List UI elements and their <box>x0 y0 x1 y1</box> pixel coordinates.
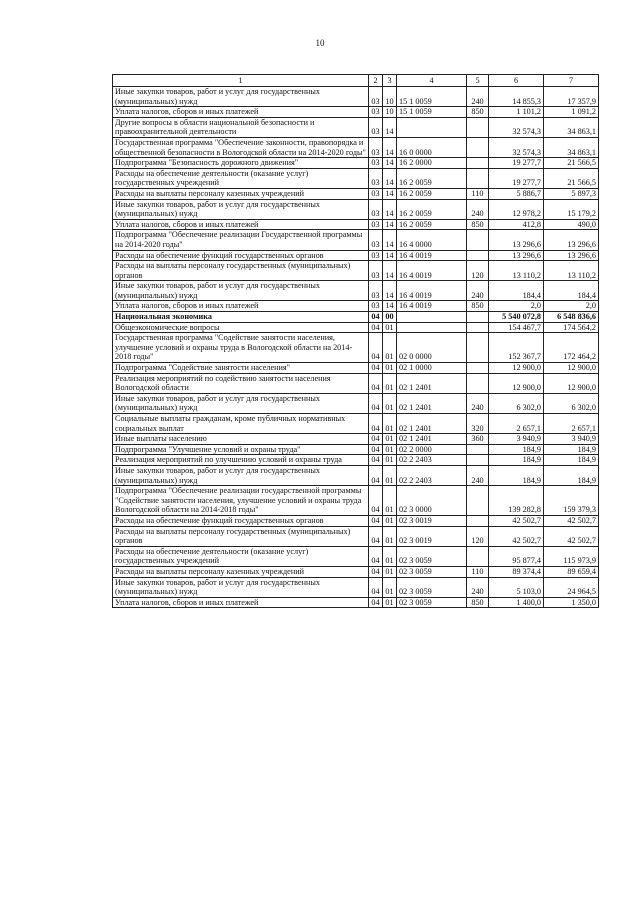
table-row <box>113 333 599 363</box>
row-amount-2-cell: 1 350,0 <box>544 597 599 608</box>
row-section-cell: 03 <box>369 168 383 188</box>
row-section-cell: 03 <box>369 199 383 219</box>
row-amount-1-cell: 6 302,0 <box>489 393 544 413</box>
row-amount-1-cell: 3 940,9 <box>489 434 544 445</box>
table-row <box>113 515 599 526</box>
row-expense-type-cell <box>467 322 489 333</box>
row-section-cell: 04 <box>369 546 383 566</box>
row-subsection-cell: 14 <box>383 137 397 157</box>
row-subsection-cell: 14 <box>383 230 397 250</box>
row-name-cell: Иные закупки товаров, работ и услуг для государственных (муниципальных) нужд <box>113 393 369 413</box>
header-col-1: 1 <box>113 75 369 87</box>
row-subsection-cell: 01 <box>383 546 397 566</box>
row-target-article-cell: 02 3 0059 <box>397 577 467 597</box>
row-amount-2-cell: 5 897,3 <box>544 188 599 199</box>
table-row <box>113 312 599 323</box>
row-amount-2-cell: 34 863,1 <box>544 137 599 157</box>
row-target-article-cell: 16 2 0059 <box>397 199 467 219</box>
row-amount-1-cell: 184,9 <box>489 455 544 466</box>
row-name-cell: Расходы на обеспечение функций государственных органов <box>113 250 369 261</box>
row-name-cell: Уплата налогов, сборов и иных платежей <box>113 301 369 312</box>
header-col-2: 2 <box>369 75 383 87</box>
row-target-article-cell: 02 3 0000 <box>397 486 467 516</box>
row-amount-1-cell: 13 110,2 <box>489 261 544 281</box>
row-section-cell: 03 <box>369 261 383 281</box>
row-name-cell: Расходы на выплаты персоналу казенных учреждений <box>113 566 369 577</box>
row-name-cell: Иные закупки товаров, работ и услуг для государственных (муниципальных) нужд <box>113 465 369 485</box>
row-section-cell: 03 <box>369 158 383 169</box>
row-expense-type-cell: 850 <box>467 597 489 608</box>
row-section-cell: 04 <box>369 444 383 455</box>
row-section-cell: 04 <box>369 597 383 608</box>
row-amount-1-cell: 5 886,7 <box>489 188 544 199</box>
row-target-article-cell <box>397 117 467 137</box>
table-row <box>113 87 599 107</box>
row-name-cell: Другие вопросы в области национальной безопасности и правоохранительной деятельности <box>113 117 369 137</box>
row-expense-type-cell: 240 <box>467 281 489 301</box>
row-amount-1-cell: 412,8 <box>489 219 544 230</box>
row-amount-2-cell: 172 464,2 <box>544 333 599 363</box>
row-expense-type-cell: 320 <box>467 414 489 434</box>
row-amount-1-cell: 139 282,8 <box>489 486 544 516</box>
row-subsection-cell: 01 <box>383 515 397 526</box>
row-amount-1-cell: 13 296,6 <box>489 230 544 250</box>
table-row <box>113 261 599 281</box>
row-subsection-cell: 10 <box>383 87 397 107</box>
row-target-article-cell: 02 3 0059 <box>397 566 467 577</box>
row-amount-1-cell: 2 657,1 <box>489 414 544 434</box>
row-amount-2-cell: 24 964,5 <box>544 577 599 597</box>
row-target-article-cell: 16 2 0000 <box>397 158 467 169</box>
row-target-article-cell: 02 3 0059 <box>397 546 467 566</box>
table-row <box>113 414 599 434</box>
row-amount-2-cell: 174 564,2 <box>544 322 599 333</box>
row-target-article-cell: 02 2 2403 <box>397 455 467 466</box>
row-target-article-cell: 16 2 0059 <box>397 168 467 188</box>
table-row <box>113 546 599 566</box>
row-section-cell: 04 <box>369 577 383 597</box>
row-target-article-cell: 16 4 0019 <box>397 301 467 312</box>
row-amount-2-cell: 12 900,0 <box>544 373 599 393</box>
row-section-cell: 03 <box>369 281 383 301</box>
row-section-cell: 03 <box>369 117 383 137</box>
header-col-7: 7 <box>544 75 599 87</box>
row-target-article-cell: 15 1 0059 <box>397 87 467 107</box>
row-amount-2-cell: 2,0 <box>544 301 599 312</box>
row-target-article-cell: 15 1 0059 <box>397 107 467 118</box>
row-section-cell: 04 <box>369 566 383 577</box>
row-expense-type-cell: 240 <box>467 393 489 413</box>
row-section-cell: 04 <box>369 393 383 413</box>
row-target-article-cell: 16 4 0000 <box>397 230 467 250</box>
row-amount-2-cell: 2 657,1 <box>544 414 599 434</box>
row-target-article-cell: 02 0 0000 <box>397 333 467 363</box>
row-section-cell: 03 <box>369 219 383 230</box>
row-name-cell: Иные закупки товаров, работ и услуг для государственных (муниципальных) нужд <box>113 199 369 219</box>
row-subsection-cell: 01 <box>383 465 397 485</box>
row-name-cell: Социальные выплаты гражданам, кроме публичных нормативных социальных выплат <box>113 414 369 434</box>
row-target-article-cell: 02 1 0000 <box>397 363 467 374</box>
row-subsection-cell: 01 <box>383 526 397 546</box>
row-subsection-cell: 01 <box>383 322 397 333</box>
row-amount-2-cell: 159 379,3 <box>544 486 599 516</box>
row-name-cell: Подпрограмма "Улучшение условий и охраны труда" <box>113 444 369 455</box>
table-row <box>113 137 599 157</box>
row-name-cell: Государственная программа "Обеспечение законности, правопорядка и общественной безопасности в Вологодской области на 2014-2020 годы" <box>113 137 369 157</box>
row-expense-type-cell <box>467 546 489 566</box>
row-target-article-cell: 02 2 0000 <box>397 444 467 455</box>
table-row <box>113 393 599 413</box>
table-row <box>113 363 599 374</box>
row-amount-2-cell: 6 302,0 <box>544 393 599 413</box>
row-name-cell: Реализация мероприятий по улучшению условий и охраны труда <box>113 455 369 466</box>
row-target-article-cell <box>397 322 467 333</box>
row-amount-2-cell: 6 548 836,6 <box>544 312 599 323</box>
row-target-article-cell: 16 2 0059 <box>397 188 467 199</box>
row-amount-2-cell: 13 296,6 <box>544 250 599 261</box>
row-subsection-cell: 01 <box>383 434 397 445</box>
row-expense-type-cell <box>467 137 489 157</box>
row-target-article-cell: 02 1 2401 <box>397 434 467 445</box>
row-subsection-cell: 01 <box>383 363 397 374</box>
row-amount-2-cell: 490,0 <box>544 219 599 230</box>
row-expense-type-cell: 240 <box>467 465 489 485</box>
row-target-article-cell: 16 4 0019 <box>397 261 467 281</box>
row-section-cell: 04 <box>369 363 383 374</box>
row-amount-2-cell: 184,9 <box>544 465 599 485</box>
row-amount-1-cell: 184,9 <box>489 465 544 485</box>
row-name-cell: Реализация мероприятий по содействию занятости населения Вологодской области <box>113 373 369 393</box>
header-col-5: 5 <box>467 75 489 87</box>
row-amount-1-cell: 12 978,2 <box>489 199 544 219</box>
table-row <box>113 465 599 485</box>
row-subsection-cell: 00 <box>383 312 397 323</box>
row-name-cell: Расходы на обеспечение деятельности (оказание услуг) государственных учреждений <box>113 546 369 566</box>
row-section-cell: 03 <box>369 137 383 157</box>
table-row <box>113 219 599 230</box>
row-amount-2-cell: 13 110,2 <box>544 261 599 281</box>
table-row <box>113 199 599 219</box>
row-section-cell: 04 <box>369 434 383 445</box>
table-row <box>113 444 599 455</box>
table-row <box>113 455 599 466</box>
row-section-cell: 03 <box>369 301 383 312</box>
row-amount-1-cell: 154 467,7 <box>489 322 544 333</box>
row-amount-1-cell: 19 277,7 <box>489 168 544 188</box>
row-section-cell: 04 <box>369 526 383 546</box>
row-subsection-cell: 14 <box>383 199 397 219</box>
row-expense-type-cell <box>467 168 489 188</box>
row-name-cell: Подпрограмма "Обеспечение реализации Государственной программы на 2014-2020 годы" <box>113 230 369 250</box>
table-row <box>113 301 599 312</box>
row-name-cell: Расходы на обеспечение функций государственных органов <box>113 515 369 526</box>
row-amount-1-cell: 19 277,7 <box>489 158 544 169</box>
table-row <box>113 107 599 118</box>
row-name-cell: Подпрограмма "Обеспечение реализации государственной программы "Содействие занятости населения, улучшение условий и охраны труда Вологодской области на 2014-2018 годы" <box>113 486 369 516</box>
row-amount-1-cell: 12 900,0 <box>489 363 544 374</box>
row-subsection-cell: 14 <box>383 261 397 281</box>
table-row <box>113 250 599 261</box>
row-target-article-cell <box>397 312 467 323</box>
row-subsection-cell: 01 <box>383 486 397 516</box>
row-target-article-cell: 02 1 2401 <box>397 393 467 413</box>
row-amount-2-cell: 184,9 <box>544 455 599 466</box>
row-amount-1-cell: 42 502,7 <box>489 526 544 546</box>
row-amount-1-cell: 95 877,4 <box>489 546 544 566</box>
row-subsection-cell: 01 <box>383 373 397 393</box>
row-amount-1-cell: 2,0 <box>489 301 544 312</box>
row-expense-type-cell: 120 <box>467 261 489 281</box>
row-section-cell: 04 <box>369 373 383 393</box>
table-body <box>113 87 599 608</box>
row-subsection-cell: 01 <box>383 455 397 466</box>
row-expense-type-cell: 110 <box>467 188 489 199</box>
table-row <box>113 373 599 393</box>
row-amount-2-cell: 12 900,0 <box>544 363 599 374</box>
row-section-cell: 04 <box>369 414 383 434</box>
row-target-article-cell: 02 3 0059 <box>397 597 467 608</box>
row-subsection-cell: 01 <box>383 393 397 413</box>
table-row <box>113 526 599 546</box>
row-target-article-cell: 02 3 0019 <box>397 526 467 546</box>
row-amount-2-cell: 15 179,2 <box>544 199 599 219</box>
header-row <box>113 75 599 87</box>
row-amount-2-cell: 184,9 <box>544 444 599 455</box>
row-target-article-cell: 16 2 0059 <box>397 219 467 230</box>
row-subsection-cell: 14 <box>383 188 397 199</box>
row-name-cell: Иные закупки товаров, работ и услуг для государственных (муниципальных) нужд <box>113 281 369 301</box>
row-name-cell: Подпрограмма "Безопасность дорожного движения" <box>113 158 369 169</box>
row-amount-2-cell: 89 659,4 <box>544 566 599 577</box>
row-expense-type-cell: 360 <box>467 434 489 445</box>
row-name-cell: Иные закупки товаров, работ и услуг для государственных (муниципальных) нужд <box>113 87 369 107</box>
table-row <box>113 577 599 597</box>
row-name-cell: Общеэкономические вопросы <box>113 322 369 333</box>
row-amount-1-cell: 5 540 072,8 <box>489 312 544 323</box>
row-expense-type-cell <box>467 117 489 137</box>
row-amount-1-cell: 42 502,7 <box>489 515 544 526</box>
row-expense-type-cell: 240 <box>467 199 489 219</box>
row-section-cell: 03 <box>369 188 383 199</box>
row-name-cell: Расходы на выплаты персоналу казенных учреждений <box>113 188 369 199</box>
row-target-article-cell: 16 4 0019 <box>397 250 467 261</box>
row-name-cell: Уплата налогов, сборов и иных платежей <box>113 107 369 118</box>
row-amount-1-cell: 12 900,0 <box>489 373 544 393</box>
row-section-cell: 03 <box>369 87 383 107</box>
row-name-cell: Уплата налогов, сборов и иных платежей <box>113 597 369 608</box>
row-amount-1-cell: 32 574,3 <box>489 137 544 157</box>
row-expense-type-cell: 110 <box>467 566 489 577</box>
row-expense-type-cell: 850 <box>467 107 489 118</box>
row-target-article-cell: 16 4 0019 <box>397 281 467 301</box>
header-col-4: 4 <box>397 75 467 87</box>
row-subsection-cell: 14 <box>383 301 397 312</box>
row-subsection-cell: 01 <box>383 577 397 597</box>
page-number: 10 <box>315 38 325 48</box>
row-amount-1-cell: 89 374,4 <box>489 566 544 577</box>
row-amount-2-cell: 115 973,9 <box>544 546 599 566</box>
row-subsection-cell: 10 <box>383 107 397 118</box>
row-subsection-cell: 14 <box>383 281 397 301</box>
row-amount-2-cell: 1 091,2 <box>544 107 599 118</box>
table-row <box>113 230 599 250</box>
row-expense-type-cell: 850 <box>467 219 489 230</box>
row-name-cell: Расходы на выплаты персоналу государственных (муниципальных) органов <box>113 526 369 546</box>
row-section-cell: 04 <box>369 515 383 526</box>
table-row <box>113 281 599 301</box>
table-row <box>113 188 599 199</box>
budget-table <box>112 74 599 608</box>
row-section-cell: 03 <box>369 250 383 261</box>
row-amount-1-cell: 14 855,3 <box>489 87 544 107</box>
row-amount-1-cell: 152 367,7 <box>489 333 544 363</box>
row-section-cell: 03 <box>369 107 383 118</box>
row-amount-1-cell: 32 574,3 <box>489 117 544 137</box>
row-amount-2-cell: 21 566,5 <box>544 158 599 169</box>
row-expense-type-cell: 120 <box>467 526 489 546</box>
row-amount-2-cell: 21 566,5 <box>544 168 599 188</box>
row-section-cell: 03 <box>369 230 383 250</box>
row-amount-2-cell: 3 940,9 <box>544 434 599 445</box>
table-row <box>113 597 599 608</box>
row-section-cell: 04 <box>369 322 383 333</box>
table-row <box>113 322 599 333</box>
row-subsection-cell: 01 <box>383 444 397 455</box>
row-amount-1-cell: 13 296,6 <box>489 250 544 261</box>
row-subsection-cell: 14 <box>383 250 397 261</box>
header-col-3: 3 <box>383 75 397 87</box>
header-col-6: 6 <box>489 75 544 87</box>
row-amount-1-cell: 184,9 <box>489 444 544 455</box>
row-amount-2-cell: 13 296,6 <box>544 230 599 250</box>
row-target-article-cell: 02 1 2401 <box>397 414 467 434</box>
table-row <box>113 168 599 188</box>
row-expense-type-cell <box>467 455 489 466</box>
row-expense-type-cell: 850 <box>467 301 489 312</box>
row-subsection-cell: 14 <box>383 168 397 188</box>
row-subsection-cell: 14 <box>383 219 397 230</box>
row-expense-type-cell <box>467 158 489 169</box>
row-expense-type-cell <box>467 250 489 261</box>
table-header <box>113 75 599 87</box>
table-row <box>113 158 599 169</box>
row-amount-2-cell: 42 502,7 <box>544 526 599 546</box>
row-section-cell: 04 <box>369 333 383 363</box>
row-expense-type-cell: 240 <box>467 577 489 597</box>
table-row <box>113 486 599 516</box>
row-expense-type-cell <box>467 373 489 393</box>
row-target-article-cell: 16 0 0000 <box>397 137 467 157</box>
row-name-cell: Государственная программа "Содействие занятости населения, улучшение условий и охраны труда в Вологодской области на 2014-2018 годы" <box>113 333 369 363</box>
table-row <box>113 434 599 445</box>
row-subsection-cell: 01 <box>383 566 397 577</box>
row-subsection-cell: 01 <box>383 597 397 608</box>
row-name-cell: Национальная экономика <box>113 312 369 323</box>
row-amount-1-cell: 184,4 <box>489 281 544 301</box>
row-expense-type-cell <box>467 486 489 516</box>
row-subsection-cell: 14 <box>383 117 397 137</box>
row-subsection-cell: 01 <box>383 333 397 363</box>
row-amount-1-cell: 1 101,2 <box>489 107 544 118</box>
row-section-cell: 04 <box>369 465 383 485</box>
row-expense-type-cell <box>467 444 489 455</box>
row-amount-1-cell: 5 103,0 <box>489 577 544 597</box>
row-name-cell: Расходы на обеспечение деятельности (оказание услуг) государственных учреждений <box>113 168 369 188</box>
row-amount-2-cell: 184,4 <box>544 281 599 301</box>
row-amount-1-cell: 1 400,0 <box>489 597 544 608</box>
table-row <box>113 117 599 137</box>
row-section-cell: 04 <box>369 486 383 516</box>
row-expense-type-cell: 240 <box>467 87 489 107</box>
row-expense-type-cell <box>467 363 489 374</box>
row-expense-type-cell <box>467 333 489 363</box>
row-target-article-cell: 02 1 2401 <box>397 373 467 393</box>
table-row <box>113 566 599 577</box>
row-name-cell: Иные выплаты населению <box>113 434 369 445</box>
row-subsection-cell: 14 <box>383 158 397 169</box>
row-section-cell: 04 <box>369 312 383 323</box>
row-name-cell: Уплата налогов, сборов и иных платежей <box>113 219 369 230</box>
row-amount-2-cell: 34 863,1 <box>544 117 599 137</box>
row-name-cell: Расходы на выплаты персоналу государственных (муниципальных) органов <box>113 261 369 281</box>
row-expense-type-cell <box>467 230 489 250</box>
row-amount-2-cell: 17 357,9 <box>544 87 599 107</box>
row-expense-type-cell <box>467 515 489 526</box>
row-name-cell: Иные закупки товаров, работ и услуг для государственных (муниципальных) нужд <box>113 577 369 597</box>
row-name-cell: Подпрограмма "Содействие занятости населения" <box>113 363 369 374</box>
row-amount-2-cell: 42 502,7 <box>544 515 599 526</box>
row-subsection-cell: 01 <box>383 414 397 434</box>
row-section-cell: 04 <box>369 455 383 466</box>
row-target-article-cell: 02 3 0019 <box>397 515 467 526</box>
row-expense-type-cell <box>467 312 489 323</box>
row-target-article-cell: 02 2 2403 <box>397 465 467 485</box>
